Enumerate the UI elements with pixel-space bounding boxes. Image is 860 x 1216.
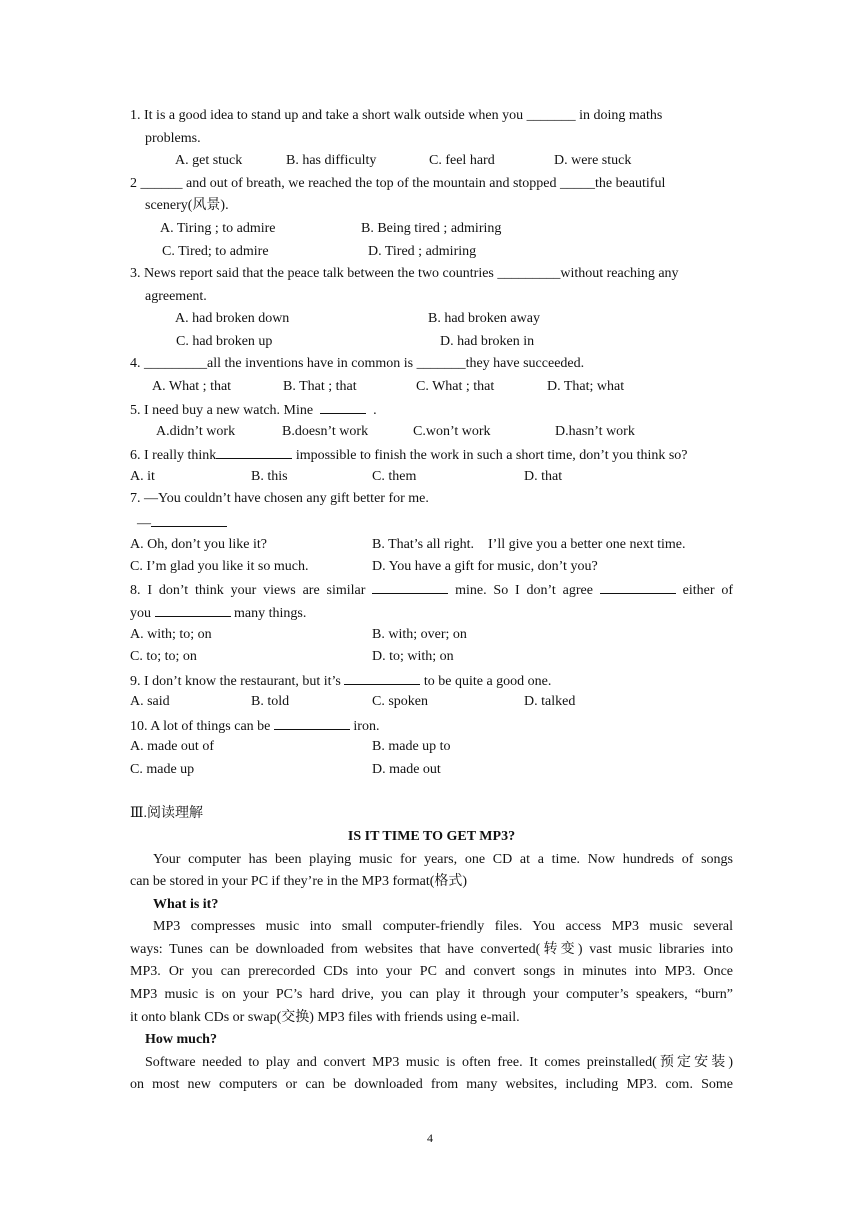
q3-option-b: B. had broken away [428, 311, 540, 326]
q9-blank [344, 671, 420, 685]
reading-para-2-line-3: MP3. Or you can prerecorded CDs into your PC and convert songs in minutes into MP3. Once [130, 964, 733, 979]
question-8-stem [130, 580, 733, 600]
q8-option-a: A. with; to; on [130, 627, 212, 642]
reading-heading-how-much: How much? [145, 1032, 217, 1047]
q5-option-c: C.won’t work [413, 424, 491, 439]
q4-option-c: C. What ; that [416, 379, 495, 394]
q6-option-a: A. it [130, 469, 155, 484]
q6-text-end: impossible to finish the work in such a short time, don’t you think so? [292, 448, 688, 463]
q8-text-4: you [130, 606, 151, 621]
q3-option-c: C. had broken up [176, 334, 273, 349]
q7-dash: — [137, 516, 151, 531]
q10-option-d: D. made out [372, 762, 441, 777]
reading-para-1-line-1: Your computer has been playing music for years, one CD at a time. Now hundreds of songs [153, 852, 733, 867]
question-5-stem [130, 400, 377, 420]
q2-option-a: A. Tiring ; to admire [160, 221, 276, 236]
question-1-stem-cont: problems. [145, 131, 201, 146]
q5-option-b: B.doesn’t work [282, 424, 369, 439]
q8-text-2: mine. So I don’t agree [455, 583, 593, 598]
reading-title: IS IT TIME TO GET MP3? [347, 829, 516, 844]
reading-para-2-line-5: it onto blank CDs or swap(交换) MP3 files with friends using e-mail. [130, 1010, 520, 1025]
q9-text-end: to be quite a good one. [420, 674, 552, 689]
question-2-stem-cont: scenery(风景). [145, 198, 229, 213]
q9-option-d: D. talked [524, 694, 576, 709]
q7-option-b: B. That’s all right. I’ll give you a better one next time. [372, 537, 686, 552]
q1-option-c: C. feel hard [429, 153, 495, 168]
reading-para-2-line-1: MP3 compresses music into small computer-friendly files. You access MP3 music several [153, 919, 733, 934]
q8-text-1: 8. I don’t think your views are similar [130, 583, 366, 598]
reading-para-3-line-2: on most new computers or can be downloaded from many websites, including MP3. com. Some [130, 1077, 733, 1092]
question-7-stem: 7. —You couldn’t have chosen any gift better for me. [130, 491, 429, 506]
q7-blank [151, 513, 227, 527]
question-6-stem [130, 445, 688, 465]
question-3-stem-cont: agreement. [145, 289, 207, 304]
q8-text-3: either of [682, 583, 734, 598]
q4-option-a: A. What ; that [152, 379, 232, 394]
q8-text-5: many things. [234, 606, 307, 621]
q8-option-c: C. to; to; on [130, 649, 197, 664]
question-9-stem [130, 671, 551, 691]
q3-option-a: A. had broken down [175, 311, 290, 326]
reading-para-1-line-2: can be stored in your PC if they’re in the MP3 format(格式) [130, 874, 468, 889]
question-10-stem [130, 716, 379, 736]
q10-text: 10. A lot of things can be [130, 719, 271, 734]
q9-option-a: A. said [130, 694, 170, 709]
reading-para-2-line-2: ways: Tunes can be downloaded from websites that have converted(转变) vast music libraries into [130, 942, 733, 957]
q1-option-d: D. were stuck [554, 153, 632, 168]
q9-text: 9. I don’t know the restaurant, but it’s [130, 674, 341, 689]
q4-option-b: B. That ; that [283, 379, 357, 394]
reading-para-2-line-4: MP3 music is on your PC’s hard drive, you can play it through your computer’s speakers, “burn” [130, 987, 733, 1002]
q7-option-d: D. You have a gift for music, don’t you? [372, 559, 598, 574]
q6-blank [216, 445, 292, 459]
question-4-stem: 4. _________all the inventions have in common is _______they have succeeded. [130, 356, 585, 371]
page-number: 4 [427, 1131, 433, 1145]
q2-option-b: B. Being tired ; admiring [361, 221, 502, 236]
q8-option-b: B. with; over; on [372, 627, 467, 642]
q10-option-c: C. made up [130, 762, 195, 777]
q8-blank-2 [600, 580, 676, 594]
q8-option-d: D. to; with; on [372, 649, 454, 664]
q10-option-b: B. made up to [372, 739, 451, 754]
question-1-stem: 1. It is a good idea to stand up and take a short walk outside when you _______ in doing maths [130, 108, 663, 123]
q5-blank [320, 400, 366, 414]
reading-heading-what: What is it? [153, 897, 219, 912]
q6-option-c: C. them [372, 469, 417, 484]
q9-option-b: B. told [251, 694, 290, 709]
q3-option-d: D. had broken in [440, 334, 535, 349]
q10-option-a: A. made out of [130, 739, 214, 754]
q1-option-b: B. has difficulty [286, 153, 377, 168]
q5-text: 5. I need buy a new watch. Mine [130, 403, 314, 418]
q2-option-d: D. Tired ; admiring [368, 244, 477, 259]
q6-option-d: D. that [524, 469, 563, 484]
q7-option-a: A. Oh, don’t you like it? [130, 537, 268, 552]
q2-option-c: C. Tired; to admire [162, 244, 269, 259]
question-7-reply [137, 513, 227, 533]
q6-option-b: B. this [251, 469, 288, 484]
q4-option-d: D. That; what [547, 379, 625, 394]
q5-option-a: A.didn’t work [156, 424, 236, 439]
question-8-stem-cont [130, 603, 306, 623]
q8-blank-1 [372, 580, 448, 594]
q8-blank-3 [155, 603, 231, 617]
q5-text-end: . [373, 403, 377, 418]
question-3-stem: 3. News report said that the peace talk between the two countries _________without reaching any [130, 266, 679, 281]
q6-text: 6. I really think [130, 448, 217, 463]
q10-blank [274, 716, 350, 730]
q5-option-d: D.hasn’t work [555, 424, 635, 439]
q1-option-a: A. get stuck [175, 153, 243, 168]
reading-para-3-line-1: Software needed to play and convert MP3 music is often free. It comes preinstalled(预定安装) [145, 1055, 733, 1070]
q10-text-end: iron. [349, 719, 380, 734]
question-2-stem: 2 ______ and out of breath, we reached the top of the mountain and stopped _____the beautiful [130, 176, 666, 191]
q7-option-c: C. I’m glad you like it so much. [130, 559, 309, 574]
q9-option-c: C. spoken [372, 694, 428, 709]
section-title: Ⅲ.阅读理解 [130, 806, 204, 821]
